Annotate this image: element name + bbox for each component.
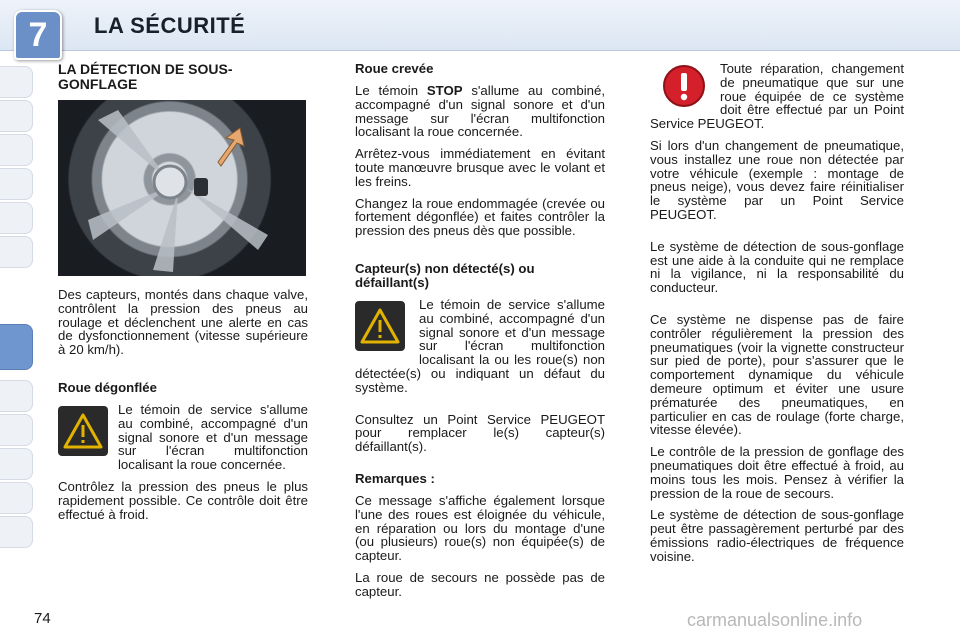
side-tab-9[interactable] (0, 414, 33, 446)
roue-degonflee-text: Le témoin de service s'allume au combiné, accompagné d'un signal sonore et d'un message sur l'écran multifonction localisant la roue concernée. (118, 401, 308, 473)
side-tab-5[interactable] (0, 202, 33, 234)
roue-crevee-p1-start: Le témoin (355, 83, 419, 98)
capteur-text: Le témoin de service s'allume au combiné, accompagné d'un signal sonore et d'un message sur l'écran multifonction localisant la ou les roue(s) non détectée(s) ou indiquant un défaut du système. (355, 296, 605, 395)
watermark: carmanualsonline.info (687, 610, 863, 630)
remarques-p1: Ce message s'affiche également lorsque l'une des roues est éloignée du véhicule, en réparation ou lors du montage d'une (ou plusieurs) roue(s) non équipée(s) de capteur. (355, 492, 605, 564)
section-heading: LA DÉTECTION DE SOUS-GONFLAGE (58, 61, 233, 92)
driving-aid-paragraph: Le système de détection de sous-gonflage est une aide à la conduite qui ne remplace ni la vigilance, ni la responsabilité du conducteur. (650, 238, 904, 296)
side-tab-10[interactable] (0, 448, 33, 480)
intro-paragraph: Des capteurs, montés dans chaque valve, contrôlent la pression des pneus au roulage et déclenchent une alerte en cas de dysfonctionnement (vitesse supérieure à 20 km/h). (58, 287, 308, 358)
chapter-side-tabs (0, 56, 40, 576)
remarques-title: Remarques : (355, 470, 435, 486)
stop-label: STOP (426, 83, 463, 98)
roue-crevee-title: Roue crevée (355, 61, 434, 76)
stop-exclamation-icon (662, 64, 706, 108)
capteur-text-2: Consultez un Point Service PEUGEOT pour remplacer le(s) capteur(s) défaillant(s). (355, 411, 605, 455)
cold-check-paragraph: Le contrôle de la pression de gonflage des pneumatiques doit être effectué à froid, au moins tous les mois. Pensez à vérifier la pression de la roue de secours. (650, 444, 904, 501)
page-title: LA SÉCURITÉ (94, 13, 246, 38)
roue-crevee-p3: Changez la roue endommagée (crevée ou fortement dégonflée) et faites contrôler la pression des pneus dès que possible. (355, 195, 605, 239)
side-tab-6[interactable] (0, 236, 33, 268)
page-header (0, 0, 960, 54)
remarques-p2: La roue de secours ne possède pas de capteur. (355, 569, 605, 599)
reset-note: Si lors d'un changement de pneumatique, vous installez une roue non détectée par votre véhicule (exemple : montage de pneus neige), vous devez faire réinitialiser le système par un Point Service PEUGEOT. (650, 137, 904, 222)
radio-interference-paragraph: Le système de détection de sous-gonflage peut être passagèrement perturbé par des émissions radio-électriques de fréquence voisine. (650, 507, 904, 564)
side-tab-2[interactable] (0, 100, 33, 132)
tire-valve-photo (58, 100, 306, 276)
roue-crevee-p1 (355, 84, 605, 139)
column-1 (58, 62, 308, 529)
side-tab-1[interactable] (0, 66, 33, 98)
roue-crevee-p2: Arrêtez-vous immédiatement en évitant toute manœuvre brusque avec le volant et les freins. (355, 146, 605, 189)
repair-note: Toute réparation, changement de pneumatique que sur une roue équipée de ce système doit être effectué par un Point Service PEUGEOT. (650, 61, 904, 132)
column-2 (355, 62, 605, 607)
chapter-number-badge: 7 (14, 10, 62, 60)
side-tab-12[interactable] (0, 516, 33, 548)
page-number: 74 (34, 610, 51, 627)
side-tab-7-active[interactable] (0, 324, 33, 370)
side-tab-11[interactable] (0, 482, 33, 514)
roue-degonflee-title: Roue dégonflée (58, 379, 157, 395)
side-tab-8[interactable] (0, 380, 33, 412)
column-3 (650, 62, 904, 572)
roue-crevee-p1-end: s'allume au combiné, accompagné d'un signal sonore et d'un message sur l'écran multifonction localisant la roue concernée. (355, 83, 606, 140)
pressure-check-paragraph: Ce système ne dispense pas de faire contrôler régulièrement la pression des pneumatiques (voir la vignette constructeur sur pied de porte), pour s'assurer que le comportement dynamique du véhicule demeure optimum et éviter une usure prématurée des pneumatiques, en particulier en cas de roulage (forte charge, vitesse élevée). (650, 311, 904, 438)
side-tab-3[interactable] (0, 134, 33, 166)
warning-triangle-icon (355, 301, 405, 351)
capteur-title: Capteur(s) non détecté(s) ou défaillant(s) (355, 260, 535, 290)
warning-triangle-icon (58, 406, 108, 456)
roue-degonflee-advice: Contrôlez la pression des pneus le plus rapidement possible. Ce contrôle doit être effectué à froid. (58, 478, 308, 522)
side-tab-4[interactable] (0, 168, 33, 200)
wheel-illustration (58, 100, 306, 276)
